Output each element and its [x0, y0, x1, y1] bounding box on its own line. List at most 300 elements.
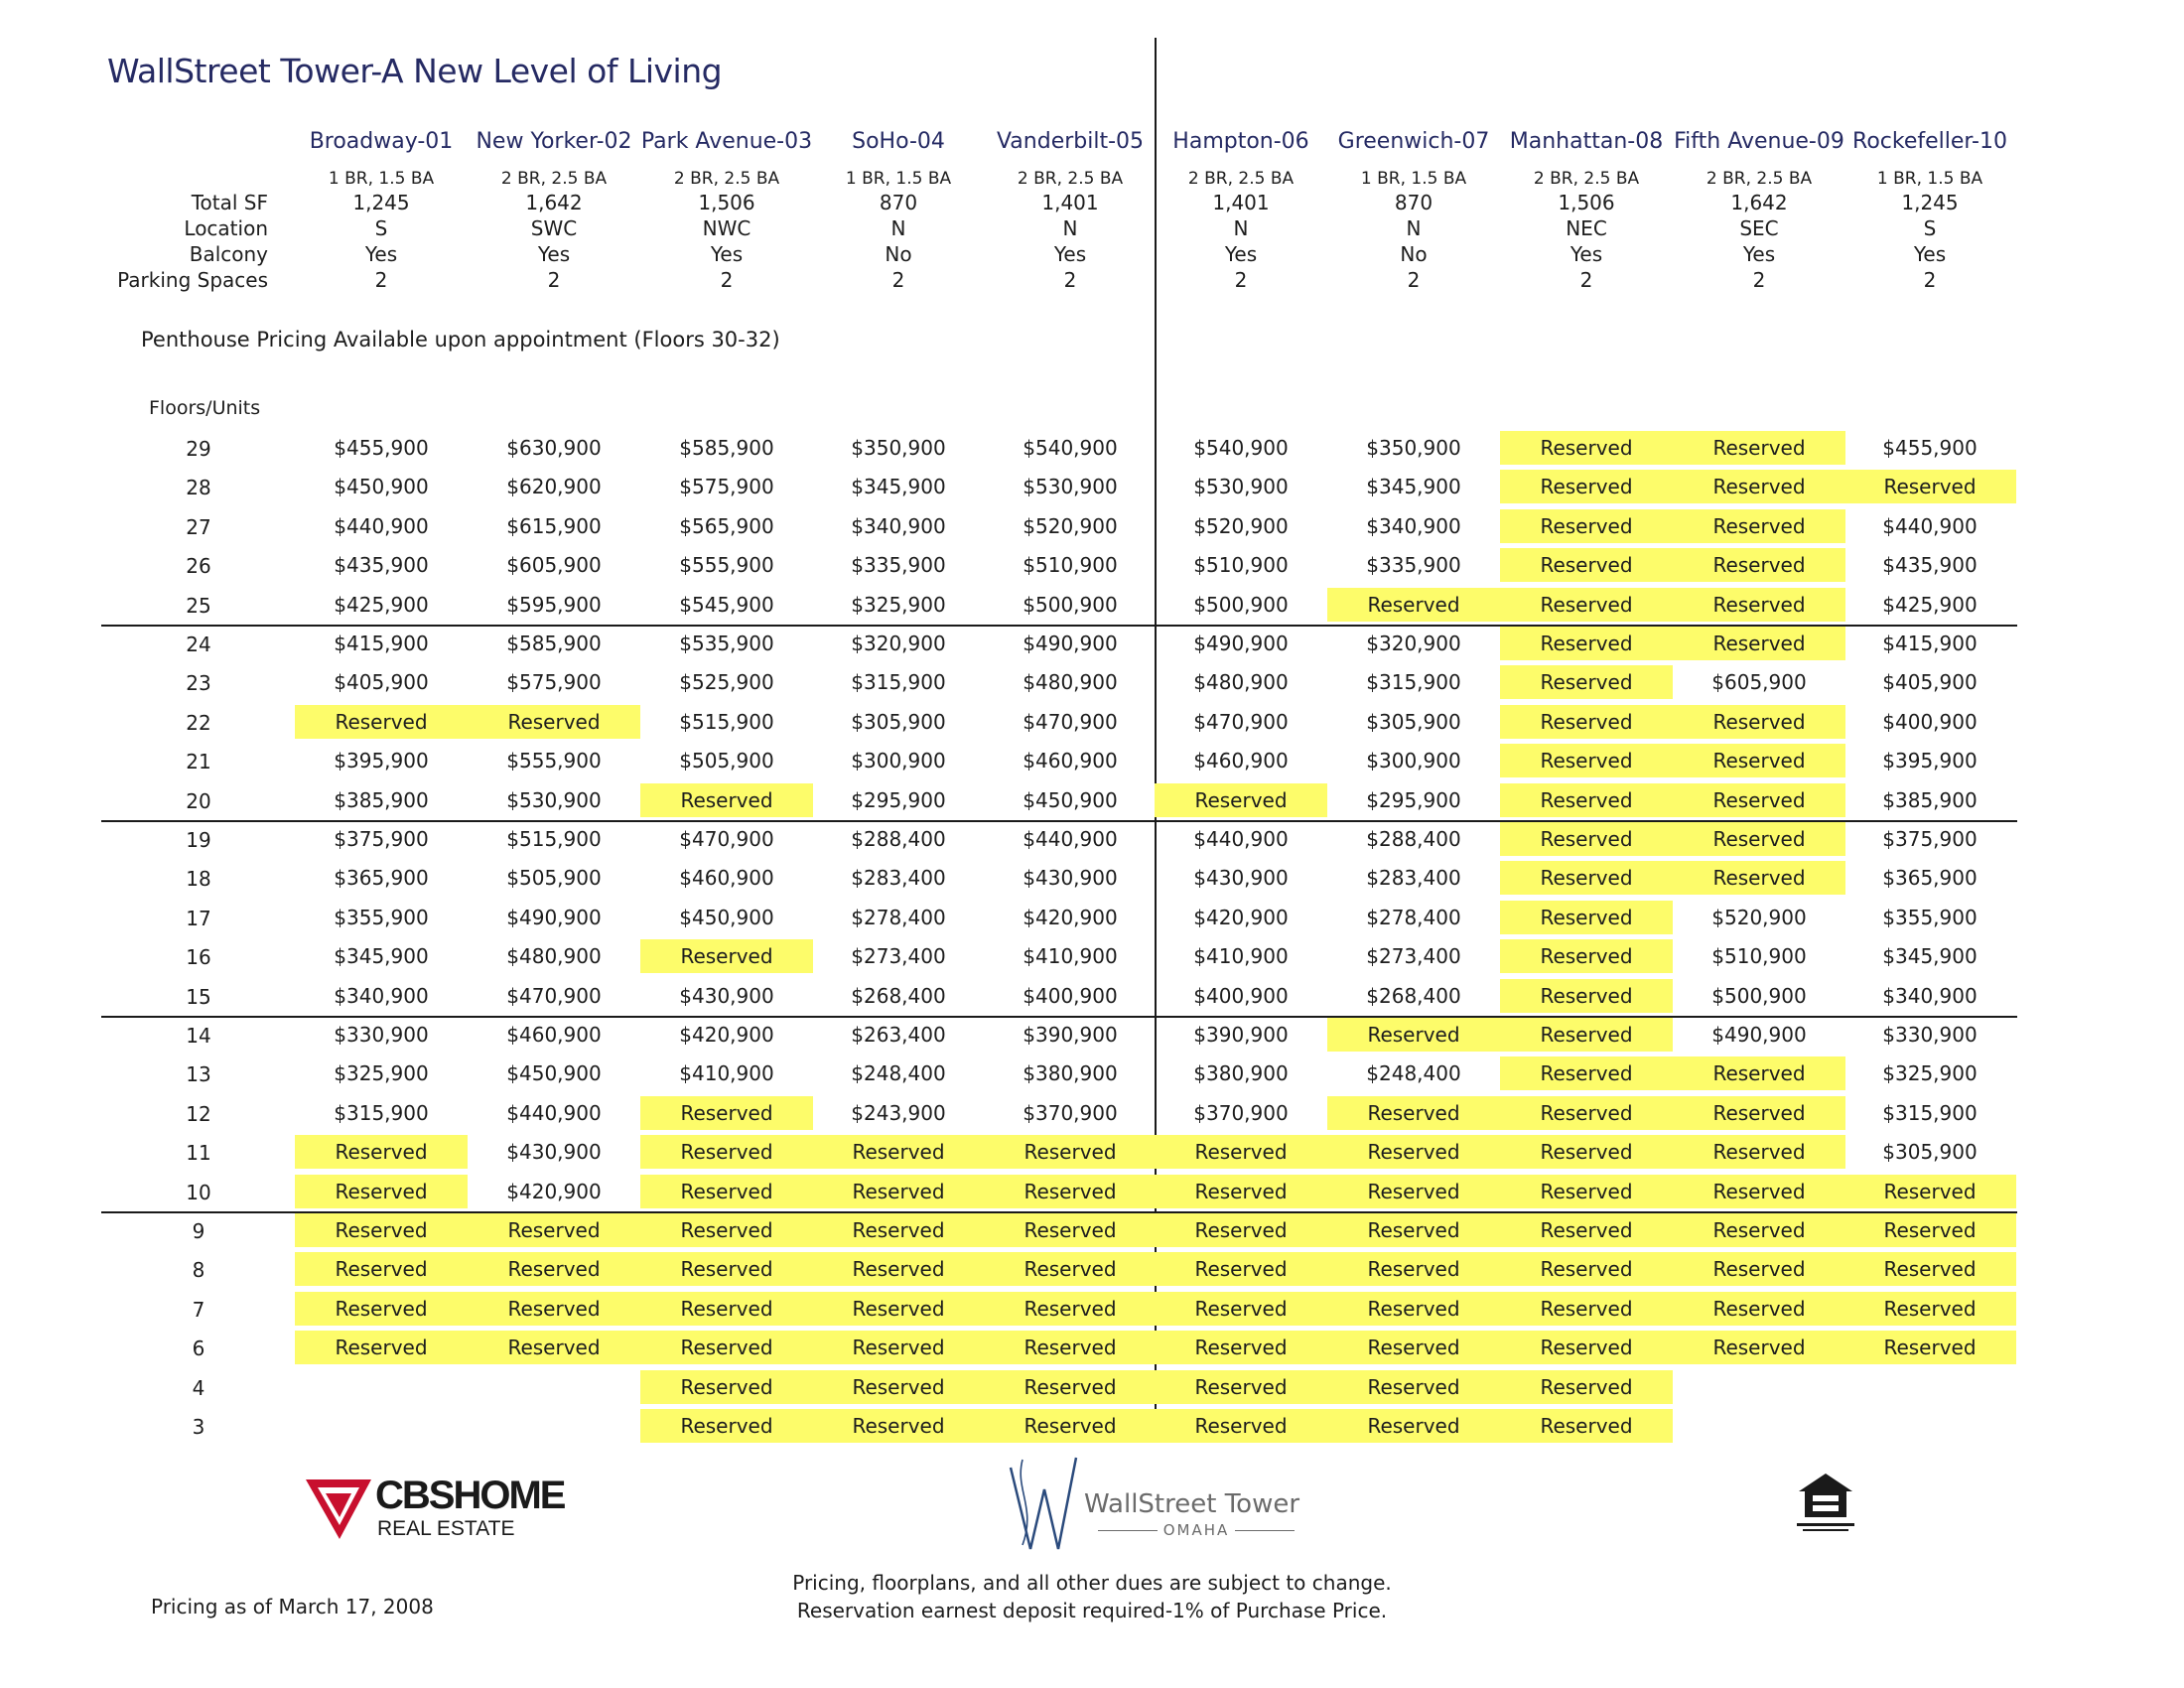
- reserved-cell: Reserved: [1843, 470, 2016, 503]
- price-cell: $415,900: [334, 632, 429, 655]
- price-cell: $450,900: [334, 475, 429, 499]
- reserved-cell: Reserved: [295, 1331, 468, 1364]
- page-title: WallStreet Tower-A New Level of Living: [107, 52, 723, 90]
- reserved-cell: Reserved: [468, 1213, 640, 1247]
- price-cell: $405,900: [334, 670, 429, 695]
- floor-number: 15: [186, 984, 211, 1009]
- price-cell: $480,900: [506, 944, 602, 969]
- price-cell: $248,400: [851, 1061, 946, 1086]
- reserved-cell: Reserved: [640, 1292, 813, 1326]
- reserved-cell: Reserved: [984, 1370, 1157, 1404]
- unit-parking: 2: [1923, 268, 1937, 292]
- reserved-cell: Reserved: [984, 1175, 1157, 1208]
- reserved-cell: Reserved: [1155, 1331, 1327, 1364]
- unit-parking: 2: [720, 268, 734, 292]
- price-cell: $315,900: [1366, 670, 1461, 695]
- price-cell: $630,900: [506, 436, 602, 460]
- reserved-cell: Reserved: [295, 1292, 468, 1326]
- reserved-cell: Reserved: [1673, 431, 1845, 465]
- price-cell: $615,900: [506, 513, 602, 538]
- unit-bed-bath: 1 BR, 1.5 BA: [845, 169, 952, 189]
- reserved-cell: Reserved: [1327, 1135, 1500, 1169]
- price-cell: $595,900: [506, 592, 602, 617]
- price-cell: $470,900: [679, 827, 774, 851]
- reserved-cell: Reserved: [1673, 1213, 1845, 1247]
- unit-location: S: [374, 216, 388, 240]
- price-cell: $278,400: [851, 905, 946, 929]
- reserved-cell: Reserved: [1327, 1018, 1500, 1052]
- floor-number: 19: [186, 828, 211, 852]
- reserved-cell: Reserved: [1843, 1175, 2016, 1208]
- pricing-date: Pricing as of March 17, 2008: [151, 1595, 434, 1618]
- unit-total-sf: 1,245: [352, 191, 410, 214]
- reserved-cell: Reserved: [812, 1409, 985, 1443]
- unit-header: Park Avenue-03: [640, 129, 813, 154]
- reserved-cell: Reserved: [1843, 1292, 2016, 1326]
- price-cell: $460,900: [679, 866, 774, 891]
- reserved-cell: Reserved: [1673, 1096, 1845, 1130]
- reserved-cell: Reserved: [1673, 783, 1845, 817]
- price-cell: $500,900: [1023, 592, 1118, 617]
- price-cell: $288,400: [1366, 827, 1461, 851]
- price-cell: $545,900: [679, 592, 774, 617]
- reserved-cell: Reserved: [1500, 1409, 1673, 1443]
- reserved-cell: Reserved: [1155, 1292, 1327, 1326]
- unit-location: N: [1062, 216, 1078, 240]
- reserved-cell: Reserved: [1500, 939, 1673, 973]
- floor-number: 3: [192, 1415, 205, 1439]
- reserved-cell: Reserved: [984, 1252, 1157, 1286]
- unit-total-sf: 1,642: [525, 191, 583, 214]
- reserved-cell: Reserved: [640, 1252, 813, 1286]
- reserved-cell: Reserved: [1500, 431, 1673, 465]
- label-parking: Parking Spaces: [117, 268, 268, 292]
- cbs-home-text: CBSHOME: [375, 1474, 565, 1517]
- unit-location: N: [1233, 216, 1249, 240]
- reserved-cell: Reserved: [1500, 665, 1673, 699]
- reserved-cell: Reserved: [640, 1331, 813, 1364]
- price-cell: $440,900: [1193, 827, 1289, 851]
- floor-number: 16: [186, 945, 211, 970]
- price-cell: $365,900: [1882, 866, 1978, 891]
- unit-header: SoHo-04: [852, 129, 945, 154]
- price-cell: $345,900: [851, 475, 946, 499]
- disclaimer-line-2: Reservation earnest deposit required-1% of Purchase Price.: [796, 1599, 1388, 1622]
- cbs-triangle-icon: [304, 1476, 373, 1541]
- price-cell: $520,900: [1023, 513, 1118, 538]
- reserved-cell: Reserved: [1843, 1331, 2016, 1364]
- floor-number: 17: [186, 906, 211, 930]
- reserved-cell: Reserved: [1673, 822, 1845, 856]
- unit-balcony: Yes: [1742, 242, 1776, 266]
- unit-header: Fifth Avenue-09: [1674, 129, 1844, 154]
- reserved-cell: Reserved: [1327, 588, 1500, 622]
- price-cell: $430,900: [1193, 866, 1289, 891]
- reserved-cell: Reserved: [468, 705, 640, 739]
- unit-parking: 2: [547, 268, 561, 292]
- price-cell: $335,900: [851, 553, 946, 578]
- price-cell: $520,900: [1711, 905, 1807, 929]
- price-cell: $415,900: [1882, 632, 1978, 655]
- unit-total-sf: 870: [1394, 191, 1433, 214]
- price-cell: $585,900: [679, 436, 774, 460]
- ws-monogram-icon: [993, 1450, 1082, 1559]
- floor-number: 6: [192, 1336, 205, 1361]
- reserved-cell: Reserved: [1673, 1135, 1845, 1169]
- ws-name-text: WallStreet Tower: [1084, 1489, 1300, 1519]
- price-cell: $455,900: [334, 436, 429, 460]
- floor-number: 20: [186, 788, 211, 813]
- price-cell: $420,900: [1193, 905, 1289, 929]
- reserved-cell: Reserved: [812, 1213, 985, 1247]
- reserved-cell: Reserved: [1673, 1175, 1845, 1208]
- price-cell: $470,900: [1193, 709, 1289, 734]
- reserved-cell: Reserved: [1155, 1135, 1327, 1169]
- reserved-cell: Reserved: [1500, 548, 1673, 582]
- price-cell: $370,900: [1193, 1100, 1289, 1125]
- price-cell: $330,900: [334, 1023, 429, 1047]
- price-cell: $345,900: [1882, 944, 1978, 969]
- reserved-cell: Reserved: [1673, 861, 1845, 895]
- unit-total-sf: 1,642: [1730, 191, 1788, 214]
- reserved-cell: Reserved: [1500, 1175, 1673, 1208]
- reserved-cell: Reserved: [468, 1292, 640, 1326]
- reserved-cell: Reserved: [1500, 901, 1673, 934]
- unit-location: SWC: [530, 216, 578, 240]
- price-cell: $555,900: [679, 553, 774, 578]
- label-total-sf: Total SF: [191, 191, 268, 214]
- unit-balcony: Yes: [1224, 242, 1258, 266]
- floor-number: 25: [186, 593, 211, 618]
- ws-city-text: OMAHA: [1084, 1521, 1308, 1539]
- label-balcony: Balcony: [189, 242, 268, 266]
- unit-header: Greenwich-07: [1337, 129, 1490, 154]
- reserved-cell: Reserved: [1500, 1370, 1673, 1404]
- price-cell: $420,900: [679, 1023, 774, 1047]
- cbs-home-logo: [304, 1474, 592, 1543]
- reserved-cell: Reserved: [1500, 1331, 1673, 1364]
- unit-bed-bath: 1 BR, 1.5 BA: [1876, 169, 1983, 189]
- price-cell: $405,900: [1882, 670, 1978, 695]
- unit-parking: 2: [1234, 268, 1248, 292]
- price-cell: $395,900: [334, 749, 429, 774]
- price-cell: $268,400: [851, 983, 946, 1008]
- disclaimer-line-1: Pricing, floorplans, and all other dues are subject to change.: [792, 1571, 1392, 1595]
- price-cell: $510,900: [1023, 553, 1118, 578]
- price-cell: $263,400: [851, 1023, 946, 1047]
- unit-location: NWC: [702, 216, 751, 240]
- price-cell: $340,900: [1366, 513, 1461, 538]
- unit-balcony: Yes: [710, 242, 744, 266]
- price-cell: $268,400: [1366, 983, 1461, 1008]
- price-cell: $530,900: [1193, 475, 1289, 499]
- price-cell: $515,900: [506, 827, 602, 851]
- price-cell: $315,900: [851, 670, 946, 695]
- price-cell: $490,900: [1023, 632, 1118, 655]
- reserved-cell: Reserved: [1500, 1056, 1673, 1090]
- equal-housing-opportunity-icon: [1787, 1460, 1864, 1537]
- price-cell: $420,900: [1023, 905, 1118, 929]
- price-cell: $345,900: [1366, 475, 1461, 499]
- price-cell: $540,900: [1193, 436, 1289, 460]
- price-cell: $490,900: [1711, 1023, 1807, 1047]
- reserved-cell: Reserved: [1155, 783, 1327, 817]
- unit-header: Manhattan-08: [1509, 129, 1664, 154]
- unit-parking: 2: [891, 268, 905, 292]
- price-cell: $325,900: [851, 592, 946, 617]
- price-cell: $440,900: [1882, 513, 1978, 538]
- floor-number: 23: [186, 671, 211, 696]
- price-cell: $400,900: [1882, 709, 1978, 734]
- price-cell: $248,400: [1366, 1061, 1461, 1086]
- unit-balcony: No: [1400, 242, 1428, 266]
- price-cell: $295,900: [1366, 787, 1461, 812]
- reserved-cell: Reserved: [1500, 470, 1673, 503]
- reserved-cell: Reserved: [1155, 1175, 1327, 1208]
- reserved-cell: Reserved: [1673, 470, 1845, 503]
- reserved-cell: Reserved: [640, 1096, 813, 1130]
- reserved-cell: Reserved: [1843, 1252, 2016, 1286]
- price-cell: $355,900: [1882, 905, 1978, 929]
- unit-bed-bath: 2 BR, 2.5 BA: [673, 169, 780, 189]
- price-cell: $530,900: [1023, 475, 1118, 499]
- reserved-cell: Reserved: [640, 939, 813, 973]
- unit-bed-bath: 2 BR, 2.5 BA: [1706, 169, 1813, 189]
- price-cell: $340,900: [851, 513, 946, 538]
- price-cell: $335,900: [1366, 553, 1461, 578]
- floor-group-divider: [101, 1211, 2017, 1213]
- price-cell: $273,400: [1366, 944, 1461, 969]
- wallstreet-tower-logo: [993, 1450, 1330, 1559]
- reserved-cell: Reserved: [1327, 1096, 1500, 1130]
- floor-number: 10: [186, 1180, 211, 1204]
- price-cell: $315,900: [1882, 1100, 1978, 1125]
- unit-bed-bath: 2 BR, 2.5 BA: [500, 169, 608, 189]
- reserved-cell: Reserved: [1500, 705, 1673, 739]
- reserved-cell: Reserved: [1500, 1292, 1673, 1326]
- price-cell: $440,900: [506, 1100, 602, 1125]
- reserved-cell: Reserved: [1673, 509, 1845, 543]
- unit-total-sf: 1,401: [1041, 191, 1099, 214]
- price-cell: $480,900: [1193, 670, 1289, 695]
- unit-balcony: No: [885, 242, 912, 266]
- unit-balcony: Yes: [364, 242, 398, 266]
- floor-number: 24: [186, 633, 211, 656]
- price-cell: $375,900: [334, 827, 429, 851]
- reserved-cell: Reserved: [640, 1175, 813, 1208]
- reserved-cell: Reserved: [640, 1213, 813, 1247]
- price-cell: $605,900: [1711, 670, 1807, 695]
- price-cell: $440,900: [1023, 827, 1118, 851]
- price-cell: $440,900: [334, 513, 429, 538]
- reserved-cell: Reserved: [1500, 1135, 1673, 1169]
- reserved-cell: Reserved: [1673, 627, 1845, 660]
- floors-units-label: Floors/Units: [149, 397, 261, 419]
- unit-total-sf: 1,245: [1901, 191, 1959, 214]
- floor-number: 14: [186, 1024, 211, 1048]
- reserved-cell: Reserved: [1500, 588, 1673, 622]
- unit-total-sf: 1,401: [1212, 191, 1270, 214]
- price-cell: $300,900: [1366, 749, 1461, 774]
- price-cell: $605,900: [506, 553, 602, 578]
- price-cell: $355,900: [334, 905, 429, 929]
- reserved-cell: Reserved: [1327, 1370, 1500, 1404]
- reserved-cell: Reserved: [1327, 1292, 1500, 1326]
- floor-group-divider: [101, 820, 2017, 822]
- price-cell: $500,900: [1193, 592, 1289, 617]
- price-cell: $510,900: [1193, 553, 1289, 578]
- price-cell: $400,900: [1023, 983, 1118, 1008]
- reserved-cell: Reserved: [812, 1370, 985, 1404]
- reserved-cell: Reserved: [1673, 588, 1845, 622]
- price-cell: $505,900: [506, 866, 602, 891]
- price-cell: $273,400: [851, 944, 946, 969]
- reserved-cell: Reserved: [1155, 1213, 1327, 1247]
- reserved-cell: Reserved: [812, 1135, 985, 1169]
- penthouse-note: Penthouse Pricing Available upon appointment (Floors 30-32): [141, 328, 780, 352]
- price-cell: $525,900: [679, 670, 774, 695]
- unit-location: S: [1923, 216, 1937, 240]
- unit-balcony: Yes: [1053, 242, 1087, 266]
- price-cell: $505,900: [679, 749, 774, 774]
- reserved-cell: Reserved: [295, 1175, 468, 1208]
- floor-number: 21: [186, 750, 211, 774]
- price-cell: $435,900: [1882, 553, 1978, 578]
- unit-total-sf: 1,506: [698, 191, 755, 214]
- reserved-cell: Reserved: [468, 1331, 640, 1364]
- price-cell: $278,400: [1366, 905, 1461, 929]
- reserved-cell: Reserved: [1500, 1096, 1673, 1130]
- reserved-cell: Reserved: [1500, 1018, 1673, 1052]
- floor-number: 8: [192, 1258, 205, 1283]
- price-cell: $345,900: [334, 944, 429, 969]
- label-location: Location: [184, 216, 268, 240]
- price-cell: $520,900: [1193, 513, 1289, 538]
- price-cell: $340,900: [1882, 983, 1978, 1008]
- unit-bed-bath: 2 BR, 2.5 BA: [1533, 169, 1640, 189]
- floor-group-divider: [101, 1016, 2017, 1018]
- price-cell: $500,900: [1711, 983, 1807, 1008]
- unit-total-sf: 870: [879, 191, 918, 214]
- reserved-cell: Reserved: [1500, 822, 1673, 856]
- reserved-cell: Reserved: [1673, 744, 1845, 777]
- reserved-cell: Reserved: [812, 1252, 985, 1286]
- reserved-cell: Reserved: [1673, 548, 1845, 582]
- price-cell: $430,900: [506, 1140, 602, 1165]
- reserved-cell: Reserved: [1327, 1175, 1500, 1208]
- price-cell: $420,900: [506, 1179, 602, 1203]
- reserved-cell: Reserved: [295, 1135, 468, 1169]
- price-cell: $370,900: [1023, 1100, 1118, 1125]
- price-cell: $283,400: [1366, 866, 1461, 891]
- reserved-cell: Reserved: [1327, 1213, 1500, 1247]
- reserved-cell: Reserved: [984, 1292, 1157, 1326]
- cbs-real-estate-text: REAL ESTATE: [377, 1517, 515, 1540]
- price-cell: $410,900: [679, 1061, 774, 1086]
- unit-header: Broadway-01: [309, 129, 454, 154]
- reserved-cell: Reserved: [295, 705, 468, 739]
- price-cell: $325,900: [1882, 1061, 1978, 1086]
- price-cell: $300,900: [851, 749, 946, 774]
- reserved-cell: Reserved: [295, 1252, 468, 1286]
- price-cell: $305,900: [1882, 1140, 1978, 1165]
- reserved-cell: Reserved: [1500, 1252, 1673, 1286]
- reserved-cell: Reserved: [1500, 979, 1673, 1013]
- price-cell: $470,900: [506, 983, 602, 1008]
- price-cell: $540,900: [1023, 436, 1118, 460]
- reserved-cell: Reserved: [1327, 1252, 1500, 1286]
- price-cell: $243,900: [851, 1100, 946, 1125]
- price-cell: $515,900: [679, 709, 774, 734]
- unit-balcony: Yes: [1570, 242, 1603, 266]
- unit-bed-bath: 2 BR, 2.5 BA: [1017, 169, 1124, 189]
- price-cell: $455,900: [1882, 436, 1978, 460]
- price-cell: $490,900: [506, 905, 602, 929]
- floor-number: 9: [192, 1219, 205, 1243]
- price-cell: $410,900: [1193, 944, 1289, 969]
- price-cell: $535,900: [679, 632, 774, 655]
- price-cell: $330,900: [1882, 1023, 1978, 1047]
- reserved-cell: Reserved: [812, 1292, 985, 1326]
- price-cell: $320,900: [851, 632, 946, 655]
- price-cell: $480,900: [1023, 670, 1118, 695]
- reserved-cell: Reserved: [1155, 1370, 1327, 1404]
- reserved-cell: Reserved: [984, 1409, 1157, 1443]
- price-cell: $305,900: [851, 709, 946, 734]
- reserved-cell: Reserved: [1500, 509, 1673, 543]
- reserved-cell: Reserved: [1843, 1213, 2016, 1247]
- price-cell: $430,900: [1023, 866, 1118, 891]
- reserved-cell: Reserved: [1500, 744, 1673, 777]
- reserved-cell: Reserved: [640, 1370, 813, 1404]
- unit-location: N: [890, 216, 906, 240]
- price-cell: $320,900: [1366, 632, 1461, 655]
- unit-header: Rockefeller-10: [1852, 129, 2007, 154]
- reserved-cell: Reserved: [1500, 783, 1673, 817]
- floor-number: 7: [192, 1297, 205, 1322]
- price-cell: $385,900: [1882, 787, 1978, 812]
- reserved-cell: Reserved: [1155, 1252, 1327, 1286]
- floor-number: 13: [186, 1062, 211, 1087]
- unit-header: Hampton-06: [1172, 129, 1309, 154]
- unit-parking: 2: [1063, 268, 1077, 292]
- unit-balcony: Yes: [1913, 242, 1947, 266]
- price-cell: $395,900: [1882, 749, 1978, 774]
- price-cell: $315,900: [334, 1100, 429, 1125]
- reserved-cell: Reserved: [984, 1213, 1157, 1247]
- price-cell: $450,900: [679, 905, 774, 929]
- reserved-cell: Reserved: [295, 1213, 468, 1247]
- floor-group-divider: [101, 625, 2017, 627]
- price-cell: $510,900: [1711, 944, 1807, 969]
- reserved-cell: Reserved: [1500, 1213, 1673, 1247]
- price-cell: $530,900: [506, 787, 602, 812]
- price-cell: $575,900: [679, 475, 774, 499]
- price-cell: $425,900: [334, 592, 429, 617]
- floor-number: 11: [186, 1141, 211, 1166]
- reserved-cell: Reserved: [640, 1135, 813, 1169]
- floor-number: 18: [186, 867, 211, 892]
- floor-number: 27: [186, 514, 211, 539]
- unit-parking: 2: [1407, 268, 1421, 292]
- price-cell: $565,900: [679, 513, 774, 538]
- price-cell: $620,900: [506, 475, 602, 499]
- price-cell: $410,900: [1023, 944, 1118, 969]
- reserved-cell: Reserved: [468, 1252, 640, 1286]
- reserved-cell: Reserved: [812, 1175, 985, 1208]
- price-cell: $380,900: [1023, 1061, 1118, 1086]
- reserved-cell: Reserved: [1327, 1331, 1500, 1364]
